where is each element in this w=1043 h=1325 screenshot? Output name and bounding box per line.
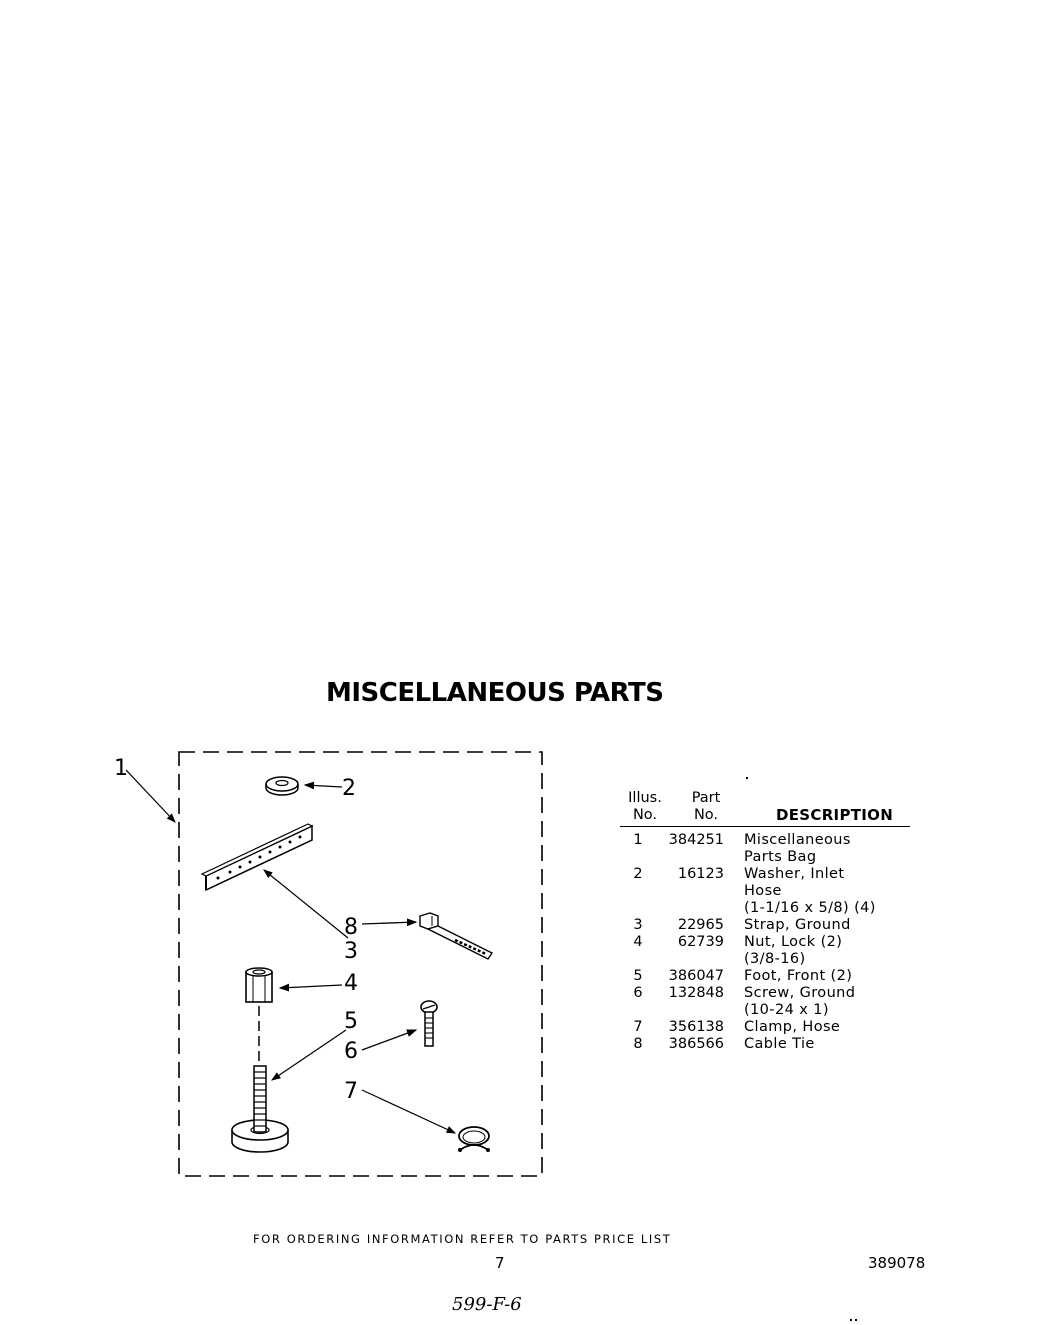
table-row [620, 866, 910, 917]
table-row [620, 1036, 910, 1053]
description-line: (10-24 x 1) [744, 1002, 829, 1018]
svg-text:4: 4 [344, 971, 358, 996]
foot-icon [232, 1066, 288, 1152]
lock-nut-icon [246, 968, 272, 1002]
table-row [620, 985, 910, 1019]
part-no: 386047 [668, 968, 724, 984]
scan-speck [855, 1319, 857, 1321]
svg-text:7: 7 [344, 1079, 358, 1104]
description [724, 1036, 914, 1053]
illus-no: 4 [633, 934, 643, 950]
svg-text:8: 8 [344, 915, 358, 940]
scan-speck [850, 1319, 852, 1321]
description-line: Screw, Ground [744, 985, 856, 1001]
description-line: Washer, Inlet [744, 866, 845, 882]
parts-diagram [100, 740, 560, 1190]
description [724, 968, 914, 985]
part-no: 356138 [668, 1019, 724, 1035]
header-illus-line2: No. [632, 807, 658, 823]
ground-strap-icon [202, 824, 312, 890]
illus-no: 2 [633, 866, 643, 882]
part-no: 386566 [668, 1036, 724, 1052]
callout-4 [280, 971, 358, 996]
description-line: (1-1/16 x 5/8) (4) [744, 900, 876, 916]
callout-1 [114, 756, 175, 822]
part-no: 132848 [668, 985, 724, 1001]
svg-text:1: 1 [114, 756, 128, 781]
handwritten-note: 599-F-6 [452, 1294, 522, 1315]
illus-no: 6 [633, 985, 643, 1001]
description [724, 866, 914, 917]
description-line: Nut, Lock (2) [744, 934, 843, 950]
ground-screw-icon [421, 1001, 437, 1046]
page-title: MISCELLANEOUS PARTS [326, 678, 664, 708]
callout-6 [344, 1030, 416, 1064]
header-illus-no [624, 790, 666, 824]
svg-text:5: 5 [344, 1009, 358, 1034]
illus-no: 1 [633, 832, 643, 848]
table-row [620, 1019, 910, 1036]
table-row [620, 934, 910, 968]
scan-speck [746, 777, 748, 779]
description-line: Miscellaneous [744, 832, 851, 848]
header-part-line1: Part [691, 790, 721, 806]
description-line: Cable Tie [744, 1036, 815, 1052]
table-row [620, 968, 910, 985]
document-number: 389078 [868, 1254, 926, 1272]
callout-8 [344, 915, 416, 940]
description [724, 1019, 914, 1036]
table-row [620, 832, 910, 866]
header-description: DESCRIPTION [776, 806, 894, 824]
hose-clamp-icon [458, 1127, 490, 1152]
description-line: Strap, Ground [744, 917, 851, 933]
callout-2 [305, 776, 356, 801]
description-line: Foot, Front (2) [744, 968, 853, 984]
table-row [620, 917, 910, 934]
svg-text:6: 6 [344, 1039, 358, 1064]
ordering-info-note: FOR ORDERING INFORMATION REFER TO PARTS PRICE LIST [253, 1232, 672, 1246]
illus-no: 5 [633, 968, 643, 984]
description [724, 934, 914, 968]
part-no: 22965 [677, 917, 724, 933]
illus-no: 8 [633, 1036, 643, 1052]
parts-table-body [620, 827, 910, 1053]
callout-7 [344, 1079, 455, 1133]
cable-tie-icon [420, 913, 492, 959]
svg-text:2: 2 [342, 776, 356, 801]
header-part-no [680, 790, 732, 824]
part-no: 16123 [677, 866, 724, 882]
illus-no: 7 [633, 1019, 643, 1035]
description [724, 985, 914, 1019]
svg-text:3: 3 [344, 939, 358, 964]
description [724, 832, 914, 866]
description-line: Parts Bag [744, 849, 817, 865]
description-line: Hose [744, 883, 782, 899]
header-part-line2: No. [693, 807, 719, 823]
parts-table [620, 788, 910, 1053]
page-number: 7 [495, 1254, 505, 1272]
description-line: Clamp, Hose [744, 1019, 841, 1035]
header-illus-line1: Illus. [628, 790, 662, 806]
part-no: 62739 [677, 934, 724, 950]
washer-icon [266, 777, 298, 795]
part-no: 384251 [668, 832, 724, 848]
description [724, 917, 914, 934]
parts-table-header [620, 788, 910, 827]
illus-no: 3 [633, 917, 643, 933]
parts-bag-outline [179, 752, 542, 1176]
description-line: (3/8-16) [744, 951, 806, 967]
